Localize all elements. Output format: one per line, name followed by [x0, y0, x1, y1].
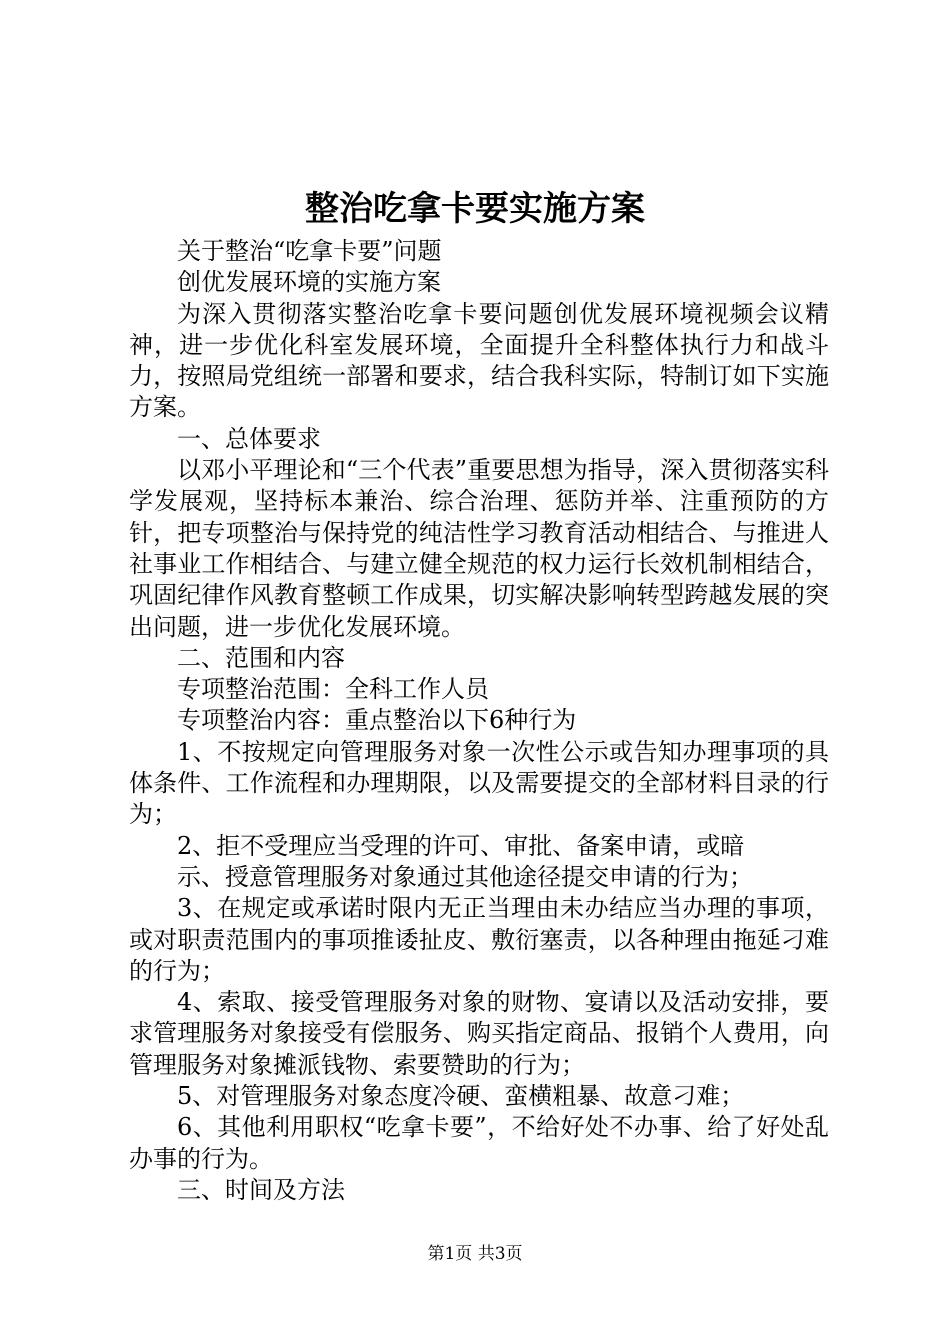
paragraph: 以邓小平理论和“三个代表”重要思想为指导，深入贯彻落实科学发展观，坚持标本兼治、综合治理、惩防并举、注重预防的方针，把专项整治与保持党的纯洁性学习教育活动相结合、与推进人社事业工作相结合、与建立健全规范的权力运行长效机制相结合，巩固纪律作风教育整顿工作成果，切实解决影响转型跨越发展的突出问题，进一步优化发展环境。	[129, 456, 829, 641]
paragraph: 关于整治“吃拿卡要”问题	[177, 237, 442, 265]
paragraph: 专项整治内容：重点整治以下6种行为	[177, 706, 577, 735]
page-footer: 第1页 共3页	[427, 1244, 523, 1264]
section-heading: 二、范围和内容	[177, 643, 345, 672]
document-body	[129, 236, 829, 1206]
list-item: 4、索取、接受管理服务对象的财物、宴请以及活动安排，要求管理服务对象接受有偿服务、购买指定商品、报销个人费用，向管理服务对象摊派钱物、索要赞助的行为；	[129, 988, 829, 1079]
paragraph: 为深入贯彻落实整治吃拿卡要问题创优发展环境视频会议精神，进一步优化科室发展环境，全面提升全科整体执行力和战斗力，按照局党组统一部署和要求，结合我科实际，特制订如下实施方案。	[129, 299, 829, 422]
paragraph: 专项整治范围：全科工作人员	[177, 675, 489, 704]
list-item: 5、对管理服务对象态度冷硬、蛮横粗暴、故意刁难；	[177, 1082, 745, 1111]
section-heading: 一、总体要求	[177, 424, 321, 453]
paragraph: 创优发展环境的实施方案	[177, 268, 441, 297]
list-item: 3、在规定或承诺时限内无正当理由未办结应当办理的事项，或对职责范围内的事项推诿扯皮、敷衍塞责，以各种理由拖延刁难的行为；	[129, 894, 829, 985]
section-heading: 三、时间及方法	[177, 1175, 345, 1204]
list-item: 示、授意管理服务对象通过其他途径提交申请的行为；	[177, 862, 753, 891]
list-item: 6、其他利用职权“吃拿卡要”，不给好处不办事、给了好处乱办事的行为。	[129, 1113, 829, 1173]
document-title: 整治吃拿卡要实施方案	[305, 189, 645, 229]
list-item: 2、拒不受理应当受理的许可、审批、备案申请，或暗	[177, 831, 745, 860]
list-item: 1、不按规定向管理服务对象一次性公示或告知办理事项的具体条件、工作流程和办理期限，以及需要提交的全部材料目录的行为；	[129, 737, 829, 829]
